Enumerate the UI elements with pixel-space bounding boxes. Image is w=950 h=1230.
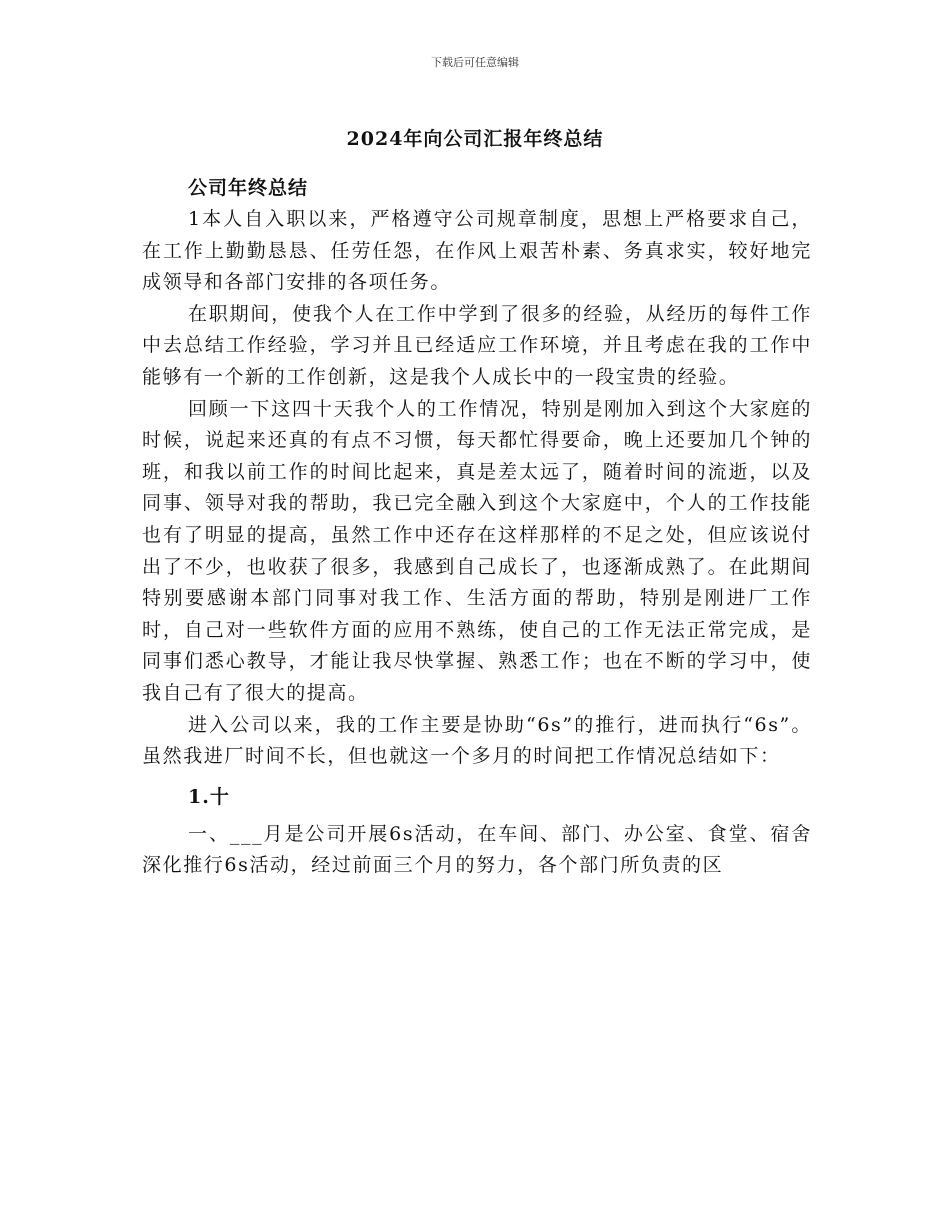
paragraph-1: 1本人自入职以来，严格遵守公司规章制度，思想上严格要求自己，在工作上勤勤恳恳、任劳任怨，在作风上艰苦朴素、务真求实，较好地完成领导和各部门安排的各项任务。 [142, 208, 812, 294]
section-heading: 公司年终总结 [188, 177, 309, 199]
paragraph-5: 一、___月是公司开展6s活动，在车间、部门、办公室、食堂、宿舍深化推行6s活动，经过前面三个月的努力，各个部门所负责的区 [142, 822, 812, 877]
paragraph-3: 回顾一下这四十天我个人的工作情况，特别是刚加入到这个大家庭的时候，说起来还真的有点不习惯，每天都忙得要命，晚上还要加几个钟的班，和我以前工作的时间比起来，真是差太远了，随着时间的流逝，以及同事、领导对我的帮助，我已完全融入到这个大家庭中，个人的工作技能也有了明显的提高，虽然工作中还存在这样那样的不足之处，但应该说付出了不少，也收获了很多，我感到自己成长了，也逐渐成熟了。在此期间特别要感谢本部门同事对我工作、生活方面的帮助，特别是刚进厂工作时，自己对一些软件方面的应用不熟练，使自己的工作无法正常完成，是同事们悉心教导，才能让我尽快掌握、熟悉工作；也在不断的学习中，使我自己有了很大的提高。 [142, 397, 812, 704]
paragraph-2: 在职期间，使我个人在工作中学到了很多的经验，从经历的每件工作中去总结工作经验，学习并且已经适应工作环境，并且考虑在我的工作中能够有一个新的工作创新，这是我个人成长中的一段宝贵的经验。 [142, 302, 812, 388]
subheading: 1.十 [188, 785, 230, 808]
paragraph-4: 进入公司以来，我的工作主要是协助“6s”的推行，进而执行“6s”。虽然我进厂时间不长，但也就这一个多月的时间把工作情况总结如下： [142, 713, 812, 768]
document-body [142, 172, 812, 882]
document-title: 2024年向公司汇报年终总结 [346, 128, 604, 150]
header-note: 下载后可任意编辑 [431, 56, 519, 69]
